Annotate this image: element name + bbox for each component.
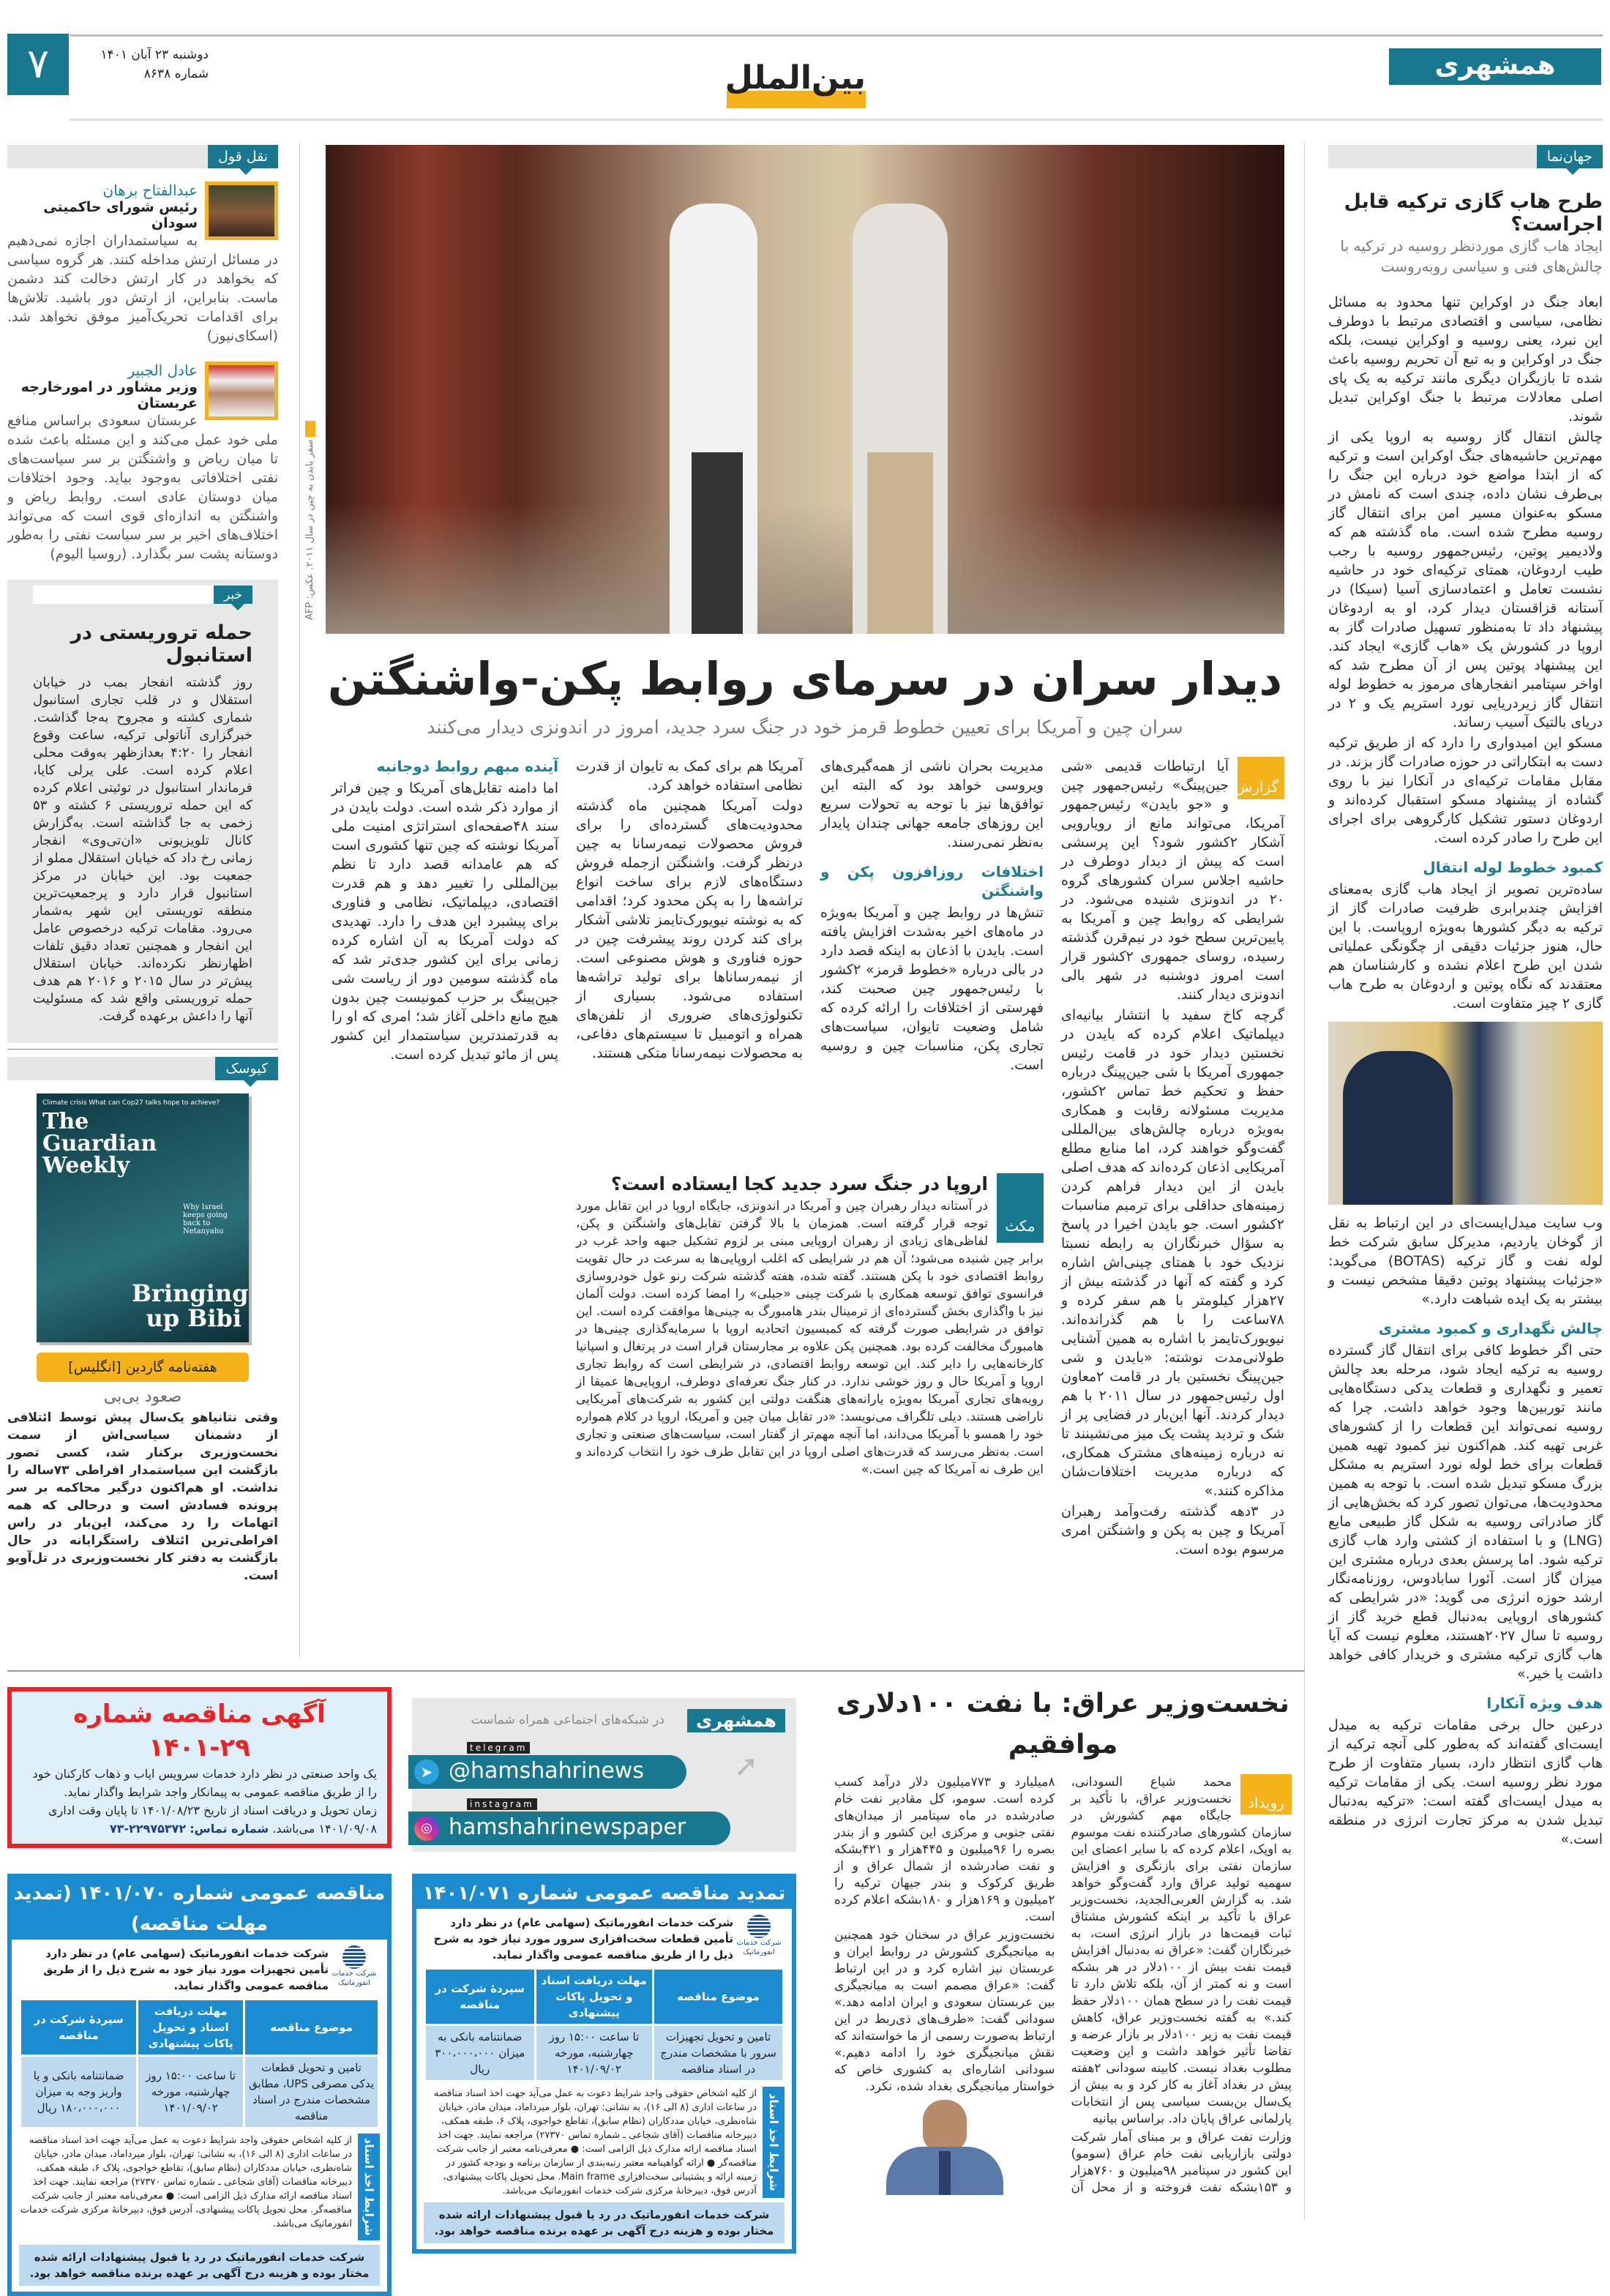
paragraph: تنش‌ها در روابط چین و آمریکا به‌ویژه در ماه‌های اخیر به‌شدت افزایش یافته است. بایدن با اذعان به اینکه قصد دارد در بالی درباره «خطوط قرمز» ۲کشور با رئیس‌جمهور چین صحبت کند، فهرستی از اختلافات را ارائه کرده که شامل وضعیت تایوان، سیاست‌های تجاری پکن، مناسبات چین و روسیه است. [820,905,1044,1073]
table-cell: تا ساعت ۱۵:۰۰ روز چهارشنبه، مورخه ۱۴۰۱/۰۹/۰۲ [138,2057,243,2127]
company-name: شرکت خدمات انفورماتیک [332,1970,377,1987]
kiosk-publication-label: هفته‌نامه گاردین [انگلیس] [37,1353,249,1382]
divider [7,1049,278,1050]
right-column [1328,145,1603,1850]
informatics-logo [329,1945,380,1988]
table-header: سپردهٔ شرکت در مناقصه [21,2000,136,2054]
telegram-link[interactable] [408,1743,686,1789]
table-cell: ضمانتنامه بانکی به میزان ۳۰۰،۰۰۰،۰۰۰ ریال [426,2026,534,2080]
section-divider [7,1670,1304,1672]
cover-masthead: The Guardian Weekly [42,1109,157,1178]
main-photo [326,145,1284,634]
table-cell: تامین و تحویل تجهیزات سرور با مشخصات مندرج در اسناد مناقصه [654,2026,782,2080]
paragraph: مدیریت بحران ناشی از همه‌گیری‌های ویروسی خواهد بود که البته این توافق‌ها نیز با توجه به تحولات سریع این روزهای جامعه جهانی چندان پایدار به‌نظر نمی‌رسند. [820,758,1044,850]
main-headline: دیدار سران در سرمای روابط پکن-واشنگتن [327,652,1283,706]
subheading: کمبود خطوط لوله انتقال [1423,859,1603,876]
quote-text: عربستان سعودی براساس منافع ملی خود عمل می‌کند و این مسئله باعث شده تا میان ریاض و واشنگتن بر سر سیاست‌های نفتی اختلافاتی به‌وجود بیاید. وجود اختلافات میان دوستان عادی است. روابط ریاض و واشنگتن به اندازه‌ای قوی است که می‌تواند اختلاف‌های اخیر بر سر سیاست نفتی را به‌طور دوستانه پشت سر بگذارد. (روسیا الیوم) [7,413,278,562]
table-header: مهلت دریافت اسناد و تحویل پاکات پیشنهادی [138,2000,243,2054]
table-header: موضوع مناقصه [654,1970,782,2024]
contact-number: ۲۲۹۷۵۳۷۲-۷۳ [109,1822,187,1836]
quote-item [7,362,278,564]
paragraph: چالش انتقال گاز روسیه به اروپا یکی از مهم‌ترین حاشیه‌های جنگ اوکراین است و ترکیه که از ابتدا مواضع خود درباره این جنگ را بی‌طرف نشان داده، چندی است که نامش در مسکو به‌عنوان مسیر امن برای انتقال گاز روسیه مطرح شده است. ماه گذشته هم که ولادیمیر پوتین، رئیس‌جمهور روسیه با رجب طیب اردوغان، همتای ترکیه‌ای خود در حاشیه نشست تعامل و اعتمادسازی آسیا (سیکا) در آستانه قزاقستان دیدار کرد، او به اردوغان پیشنهاد داد تا به‌منظور تسهیل صادرات گاز به اروپا در کشورش یک «هاب گازی» ایجاد کند. این پیشنهاد پوتین پس از آن مطرح شد که اواخر سپتامبر انفجارهای مرموز به خطوط لوله انتقال گاز زیردریایی نورد استریم یک و ۲ در دریای بالتیک آسیب رساند. [1328,429,1603,730]
right-body [1328,1214,1603,1849]
tender-intro: شرکت خدمات انفورماتیک (سهامی عام) در نظر دارد تأمین قطعات سخت‌افزاری سرور مورد نیاز خود به شرح ذیل را از طریق مناقصه عمومی واگذار نماید. [433,1916,733,1962]
news-title: حمله تروریستی در استانبول [70,621,252,667]
news-text: روز گذشته انفجار بمب در خیابان استقلال و در قلب تجاری استانبول شماری کشته و مجروح به‌جا گذاشت. خبرگزاری آناتولی ترکیه، ساعت وقوع انفجار را ۴:۲۰ بعدازظهر به‌وقت محلی اعلام کرده است. علی یرلی کایا، فرماندار استانبول در توئیتی اعلام کرده که این حمله تروریستی ۶ کشته و ۵۳ زخمی به جا گذاشته است. به‌گزارش کانال تلویزیونی «ان‌تی‌وی» انفجار زمانی رخ داد که خیابان استقلال مملو از جمعیت بود. این خیابان در مرکز استانبول قرار دارد و پرجمعیت‌ترین منطقه توریستی این شهر به‌شمار می‌رود. مقامات ترکیه درخصوص عامل این انفجار و همچنین تعداد دقیق تلفات اظهارنظر نکرده‌اند. خیابان استقلال پیش‌تر در سال ۲۰۱۵ و ۲۰۱۶ هم هدف حمله تروریستی واقع شد که مسئولیت آنها را داعش برعهده گرفت. [33,675,253,1024]
tender-ad-29[interactable] [7,1687,392,1848]
column-divider [299,143,300,1658]
tender-title: مناقصه عمومی شماره ۱۴۰۱/۰۷۰ (تمدید مهلت مناقصه) [13,1882,386,1935]
informatics-logo [733,1915,785,1957]
cover-top-line: Climate crisis What can Cop27 talks hope to achieve? [42,1099,220,1107]
table-cell: تامین و تحویل قطعات یدکی مصرفی UPS، مطابق مشخصات مندرج در اسناد مناقصه [245,2057,378,2127]
photo-caption [304,421,319,640]
tender-side-label: شرایط اخذ اسناد [358,2134,380,2240]
caption-marker [305,421,315,437]
guardian-weekly-cover [37,1093,249,1342]
right-body [1328,293,1603,1013]
paragraph: درعین حال برخی مقامات ترکیه به میدل ایست‌ای گفته‌اند که به‌طور کلی آنچه ترکیه از هاب گازی انتظار دارد، بسیار متفاوت از طرح مورد نظر روسیه است. یکی از مقامات ترکیه به میدل ایست‌ای گفته است: «ترکیه به‌دنبال تبدیل شدن به مرکز تجارت انرژی در منطقه است.» [1328,1717,1603,1847]
paragraph: مسکو این امیدواری را دارد که از طریق ترکیه دست به ابتکاراتی در حوزه صادرات گاز بزند. در مقابل مقامات ترکیه‌ای در آنکارا نیز با روی گشاده از پیشنهاد مسکو استقبال کرده‌اند و اردوغان دستور تشکیل کارگروهی برای اجرای این طرح را صادر کرده است. [1328,735,1603,846]
article-column [332,757,558,1560]
tender-ad-070[interactable] [7,1874,392,2296]
table-cell: تا ساعت ۱۵:۰۰ روز چهارشنبه، مورخه ۱۴۰۱/۰۹/۰۲ [536,2026,653,2080]
right-subtitle: ایجاد هاب گازی موردنظر روسیه در ترکیه با چالش‌های فنی و سیاسی روبه‌روست [1340,237,1603,275]
paragraph: گرچه کاخ سفید با انتشار بیانیه‌ای دیپلماتیک اعلام کرده که بایدن در نخستین دیدار خود در قامت رئیس جمهوری آمریکا با شی جین‌پینگ درباره حفظ و تحکیم خط تماس ۲کشور، مدیریت مسئولانه رقابت و همکاری به‌ویژه درباره چالش‌های بین‌المللی گفت‌وگو خواهند کرد، اما منابع مطلع آمریکایی اذعان کرده‌اند که هدف اصلی بایدن از این دیدار فراهم کردن زمینه‌های حداقلی برای ترمیم مناسبات ۲کشور است. جو بایدن اخیرا در پاسخ به سؤال خبرنگاران به رابطه نسبتا نزدیک خود با همتای چینی‌اش اشاره کرد و گفته که آنها در گذشته بیش از ۲۷هزار کیلومتر با هم سفر کرده و ۷۸ساعت را با هم گذرانده‌اند. نیویورک‌تایمز با اشاره به همین آشنایی طولانی‌مدت نوشته: «بایدن و شی جین‌پینگ نخستین بار در قامت ۲معاون اول رئیس‌جمهور در سال ۲۰۱۱ با هم دیدار کردند. آنها این‌بار در فضایی پر از شک و تردید پشت یک میز می‌نشینند تا نه درباره زمینه‌های مشترک همکاری، که درباره مدیریت اختلافات‌شان مذاکره کنند.» [1061,1007,1284,1499]
subheading: اختلافات روزافزون پکن و واشنگتن [820,863,1044,900]
iraq-headline: نخست‌وزیر عراق: با نفت ۱۰۰دلاری موافقیم [836,1689,1289,1760]
kiosk-section-header [7,1057,278,1080]
instagram-handle: hamshahrinewspaper [449,1814,686,1840]
tender-ad-dates: زمان تحویل و دریافت اسناد از تاریخ ۱۴۰۱/۰۸/۲۳ تا پایان وقت اداری ۱۴۰۱/۰۹/۰۸ می‌باشد. [48,1803,377,1836]
quote-role: رئیس شورای حاکمیتی سودان [43,199,198,231]
main-subtitle: سران چین و آمریکا برای تعیین خطوط قرمز خود در جنگ سرد جدید، امروز در اندونزی دیدار می‌کنند [427,717,1183,738]
section-title-text: بین‌الملل [724,59,866,97]
kiosk-text: وقتی نتانیاهو یک‌سال پیش توسط ائتلافی از دشمنان سیاسی‌اش از سمت نخست‌وزیری برکنار شد، کسی تصور بازگشت این سیاستمدار افراطی ۷۳ساله را نداشت. او هم‌اکنون درگیر محاکمه بر سر پرونده فسادش است و درحالی که همه اتهامات را رد می‌کند، این‌بار در راس افراطی‌ترین ائتلاف راستگرایانه در حال بازگشت به دفتر کار نخست‌وزیری در تل‌آویو است. [7,1410,278,1583]
news-box [7,580,278,1043]
table-header: سپردهٔ شرکت در مناقصه [426,1970,534,2024]
main-article [326,644,1284,1560]
quote-text: به سیاستمداران اجازه نمی‌دهیم در مسائل ارتش مداخله کنند. هر گروه سیاسی که بخواهد در کار ارتش دخالت کند دشمن ماست. بنابراین، از ارتش دور باشید. تلاش‌ها برای اقدامات تحریک‌آمیز موفق نخواهد شد. (اسکای‌نیوز) [7,233,278,344]
news-tab: خبر [214,586,252,604]
left-column [7,145,278,1585]
tender-side-label: شرایط اخذ اسناد [763,2087,785,2198]
iraq-article [834,1683,1292,2196]
table-header: مهلت دریافت اسناد و تحویل پاکات پیشنهادی [536,1970,653,2024]
paragraph: وب سایت میدل‌ایست‌ای در این ارتباط به نقل از گوخان یاردیم، مدیرکل سابق شرکت خط لوله نفت و گاز ترکیه (BOTAS) می‌گوید: «جزئیات پیشنهاد پوتین دقیقا مشخص نیست و بیشتر به یک ایده شباهت دارد.» [1328,1215,1603,1307]
kiosk-title: صعود بی‌بی [103,1388,182,1406]
tender-table [19,1998,380,2129]
header-bottom-rule [70,119,1603,121]
masthead-logo[interactable]: همشهری [1389,48,1601,85]
issue-info [77,45,209,83]
subheading: آینده مبهم روابط دوجانبه [376,758,558,775]
cover-side-text: Why Israel keeps going back to Netanyahu [183,1203,228,1235]
instagram-label: instagram [467,1798,537,1810]
contact-label: شماره تماس: [190,1822,269,1836]
europe-sidebar [576,1173,1044,1561]
tender-footer: شرکت خدمات انفورماتیک در رد یا قبول پیشنهادات ارائه شده مختار بوده و هزینه درج آگهی بر عهده برنده مناقصه خواهد بود. [424,2202,785,2243]
hamshahri-logo: همشهری [687,1709,785,1732]
table-cell: ضمانتنامه بانکی و یا واریز وجه به میزان ۱۸۰،۰۰۰،۰۰۰ ریال [21,2057,136,2127]
photo-caption-text: سفر بایدن به چین در سال ۲۰۱۱. عکس: AFP [304,440,315,621]
article-grid [326,757,1284,1560]
tender-body [416,1909,792,2249]
cover-headline: Bringing up Bibi [132,1279,249,1332]
page-number: ۷ [7,34,69,95]
quotes-tab: نقل قول [208,145,278,168]
subheading: هدف ویژه آنکارا [1486,1694,1603,1712]
tender-conditions-block [424,2087,785,2198]
quote-role: وزیر مشاور در امورخارجه عربستان [20,379,198,411]
telegram-label: telegram [467,1742,530,1754]
issue-number: شماره ۸۶۳۸ [143,67,209,81]
tender-ad-text: یک واحد صنعتی در نظر دارد خدمات سرویس ایاب و ذهاب کارکنان خود را از طریق مناقصه عمومی به پیمانکار واجد شرایط واگذار نماید. [32,1767,377,1799]
paragraph: آیا ارتباطات قدیمی «شی جین‌پینگ» رئیس‌جمهور چین و «جو بایدن» رئیس‌جمهور آمریکا، می‌تواند مانع از رویارویی آشکار ۲کشور شود؟ این پرسشی است که پیش از دیدار دوطرف در حاشیه اجلاس سران کشورهای گروه ۲۰ در اندونزی شنیده می‌شود. در شرایطی که روابط چین و آمریکا به پایین‌ترین سطح خود در نیم‌قرن گذشته رسیده، روسای جمهوری ۲کشور قرار است امروز دوشنبه در شهر بالی اندونزی دیدار کنند. [1061,758,1284,1003]
subheading: چالش نگهداری و کمبود مشتری [1378,1320,1603,1337]
right-headline: طرح هاب گازی ترکیه قابل اجراست؟ [1344,190,1603,236]
company-name: شرکت خدمات انفورماتیک [736,1939,782,1956]
column-divider [1304,143,1305,2220]
europe-title: اروپا در جنگ سرد جدید کجا ایستاده است؟ [610,1173,988,1194]
iraq-column: وزارت نفت عراق و بر مبنای آمار شرکت دولتی بازاریابی نفت خام عراق (سومو) این کشور در سپتامبر ۹۸میلیون و ۷۶۰هزار و ۱۵۳بشکه نفت فروخته و از محل آن ۸میلیارد و ۷۷۳میلیون دلار درآمد کسب کرده است. سومو، کل مقادیر نفت خام صادرشده در ماه سپتامبر از میدان‌های نفتی جنوبی و مرکزی این کشور و از بندر بصره را ۹۶میلیون و ۴۴۵هزار و ۴۲۱بشکه و نفت صادرشده از شمال عراق و از طریق کرکوک و بندر جیهان ترکیه را ۲میلیون و ۱۶۹هزار و ۱۸۰بشکه اعلام کرده است. [834,1775,1292,2195]
paragraph: در ۳دهه گذشته رفت‌وآمد رهبران آمریکا و چین به پکن و واشنگتن امری مرسوم بوده است. [1061,1503,1284,1558]
tender-ad-071[interactable] [412,1874,796,2254]
tender-title: تمدید مناقصه عمومی شماره ۱۴۰۱/۰۷۱ [422,1882,786,1904]
pause-tag: مکث [997,1173,1044,1243]
paragraph: آمریکا هم برای کمک به تایوان از قدرت نظامی استفاده خواهد کرد. [576,758,803,793]
news-section-header [33,586,252,604]
kiosk-tab: کیوسک [215,1057,278,1080]
telegram-icon: ➤ [414,1760,439,1784]
article-column [1061,757,1284,1560]
quotes-section-header [7,145,278,168]
tender-table [424,1967,785,2082]
sudani-photo [886,2100,1003,2195]
article-column [576,757,803,1159]
paragraph: ابعاد جنگ در اوکراین تنها محدود به مسائل نظامی، سیاسی و اقتصادی مرتبط با دوطرف این نبرد، یعنی روسیه و اوکراین نیست، بلکه جنگ در اوکراین و به تبع آن تحریم روسیه باعث شده تا بازیگران دیگری مانند ترکیه به یک پای اصلی معادلات مرتبط با جنگ اوکراین تبدیل شوند. [1328,294,1603,425]
instagram-icon: ◎ [414,1816,439,1841]
iraq-column: نخست‌وزیر عراق در سخنان خود همچنین به میانجیگری کشورش در روابط ایران و عربستان نیز اشاره کرد و در این ارتباط گفت: «عراق مصمم است به میانجیگری بین عربستان سعودی و ایران ادامه دهد.» سودانی گفت: «طرف‌های ذی‌ربط در این ارتباط به‌صورت رسمی از ما خواسته‌اند که نقش میانجیگری خود را ادامه دهیم.» سودانی اشاره‌ای به کشوری خاص که خواستار میانجیگری بغداد شده، نکرد. [834,1928,1055,2094]
world-tab: جهان‌نما [1537,145,1603,168]
paragraph: اما دامنه تقابل‌های آمریکا و چین فراتر از موارد ذکر شده است. دولت بایدن در سند ۴۸صفحه‌ای استراتژی امنیت ملی آمریکا نوشته که چین تنها کشوری است که هم عامدانه قصد دارد تا نظم بین‌المللی را تغییر دهد و هم قدرت اقتصادی، دیپلماتیک، نظامی و فناوری برای پیشبرد این هدف را دارد. تهدیدی که دولت آمریکا به آن اشاره کرده زمانی برای این کشور جدی‌تر شد که ماه گذشته سومین دور از ریاست شی جین‌پینگ بر حزب کمونیست چین بدون هیچ مانع داخلی آغاز شد؛ امری که او را به قدرتمندترین سیاستمدار این کشور پس از مائو تبدیل کرده است. [332,780,559,1063]
cursor-click-icon: ➚ [734,1749,759,1783]
instagram-link[interactable] [408,1799,730,1845]
europe-text: در آستانه دیدار رهبران چین و آمریکا در اندونزی، جایگاه اروپا در این تقابل مورد توجه قرار گرفته است. همزمان با بالا گرفتن تقابل‌های واشنگتن و پکن، لفاظی‌های زیادی از رهبران اروپایی مبنی بر لزوم تشکیل جبهه واحد غرب در برابر چین شنیده می‌شود؛ آن هم در شرایطی که اغلب اروپایی‌ها به سرعت در حال تقویت روابط اقتصادی خود با پکن هستند. گفته شده، هفته گذشته شرکت رنو غول خودروسازی فرانسوی توافق توسعه همکاری با شرکت چینی «جیلی» را امضا کرده است. دولت آلمان نیز با واگذاری بخش گسترده‌ای از ترمینال بندر هامبورگ به چینی‌ها موافقت کرده است. این توافق در شرایطی صورت گرفته که کمیسیون اتحادیه اروپا با سرمایه‌گذاری چینی‌ها در هامبورگ مخالفت کرده بود. همچنین پکن علاوه بر مجارستان قرار است در پرتغال و اسپانیا کارخانه‌هایی را دایر کند. این توسعه روابط اقتصادی، در شرایطی است که روابط تجاری اروپا و آمریکا حال و روز خوشی ندارد. در کنار جنگ تعرفه‌ای دوطرف، اروپایی‌ها عمیقا از رویه‌های تجاری آمریکا به‌ویژه یارانه‌های هنگفت دولتی این کشور به شرکت‌های آمریکایی ناراضی هستند. دیلی تلگراف می‌نویسد: «در تقابل میان چین و آمریکا، اروپا در کلام همواره خود را همسو با آمریکا می‌داند، اما آنچه مهم‌تر از گفتار است، سیاست‌های صنعتی و تجاری است. به‌نظر می‌رسد که قدرت‌های اصلی اروپا در این تقابل طرف خود را انتخاب کرده‌اند و این طرف نه آمریکا که چین است.» [576,1198,1044,1477]
tender-intro: شرکت خدمات انفورماتیک (سهامی عام) در نظر دارد تأمین تجهیزات مورد نیاز خود به شرح ذیل را از طریق مناقصه عمومی واگذار نماید. [43,1947,329,1992]
paragraph: حتی اگر خطوط کافی برای انتقال گاز گسترده روسیه به ترکیه ایجاد شود، مرحله بعد چالش تعمیر و نگهداری و قطعات یدکی دستگاه‌هایی مانند توربین‌ها وجود خواهد داشت. چرا که روسیه نمی‌تواند این قطعات را از کشورهای غربی تهیه کند. هم‌اکنون نیز کمبود تهیه همین قطعات برای خط لوله نورد استریم به مشکل بزرگ مسکو تبدیل شده است. با توجه به همین محدودیت‌ها، می‌توان تصور کرد که بخش‌هایی از گاز صادراتی روسیه به شکل گاز طبیعی مایع (LNG) و با استفاده از کشتی وارد هاب گازی ترکیه شود. اما پرسش بعدی درباره مشتری این میزان گاز است. آئورا سابادوس، روزنامه‌نگار ارشد حوزه انرژی می گوید: «در شرایطی که کشورهای اروپایی به‌دنبال قطع خرید گاز از روسیه تا سال ۲۰۲۷هستند، معلوم نیست که آیا هاب گازی ترکیه مشتری و خریدار کافی خواهد داشت یا خیر.» [1328,1342,1603,1682]
tender-conditions-block [19,2134,380,2240]
iraq-column: محمد شیاع السودانی، نخست‌وزیر عراق، با تأکید بر جایگاه مهم کشورش در سازمان کشورهای صادرکننده نفت موسوم به اوپک، اعلام کرده که با سایر اعضای این سازمان نفتی برای بازنگری و افزایش سهمیه تولید عراق وارد گفت‌وگو خواهد شد. به گزارش العربی‌الجدید، نخست‌وزیر عراق با تأکید بر اینکه کشورش مشتاق ثبات قیمت‌ها در بازار انرژی است، به خبرنگاران گفت: «عراق نه به‌دنبال افزایش قیمت نفت بیش از ۱۰۰دلار در هر بشکه است و نه کمتر از آن، بلکه تلاش دارد تا قیمت نفت را در سطح همان ۱۰۰دلار حفظ کند.» به گفته نخست‌وزیر عراق، کاهش قیمت نفت به زیر ۱۰۰دلار بر بازار عرضه و تقاضا تأثیر خواهد داشت و این وضعیت مطلوب بغداد نیست. کابینه سودانی ۲هفته پیش در بغداد آغاز به کار کرد و به بیش از یک‌سال بن‌بست سیاسی پس از انتخابات پارلمانی عراق پایان داد. براساس بیانیه [1071,1775,1292,2126]
social-tagline: در شبکه‌های اجتماعی همراه شماست [471,1713,664,1727]
header-top-rule [70,34,1603,37]
article-column [820,757,1044,1159]
quote-name: عبدالفتاح برهان [102,182,198,199]
erdogan-photo [1328,1022,1603,1205]
paragraph: ساده‌ترین تصویر از ایجاد هاب گازی به‌معنای افزایش چندبرابری ظرفیت صادرات گاز از ترکیه به دیگر کشورها به‌ویژه اروپاست. با این حال، هنوز جزئیات دقیقی از چگونگی عملیاتی شدن این طرح اعلام نشده و کارشناسان هم معتقدند که نگاه پوتین و اردوغان به طرح هاب گازی ۲ چیز متفاوت است. [1328,881,1603,1011]
table-header: موضوع مناقصه [245,2000,378,2054]
quote-name: عادل الجبیر [127,362,198,379]
quote-item [7,182,278,345]
tender-body [12,1940,387,2292]
tender-footer: شرکت خدمات انفورماتیک در رد یا قبول پیشنهادات ارائه شده مختار بوده و هزینه درج آگهی بر عهده برنده مناقصه خواهد بود. [19,2245,380,2286]
iraq-columns [834,1774,1292,2196]
section-title [724,53,866,108]
social-media-ad [412,1698,796,1852]
paragraph: دولت آمریکا همچنین ماه گذشته محدودیت‌های گسترده‌ای را برای فروش محصولات نیمه‌رسانا به چین درنظر گرفت. واشنگتن ازجمله فروش دستگاه‌های لازم برای ساخت انواع تراشه‌ها را به پکن محدود کرد؛ اقدامی که به نوشته نیویورک‌تایمز تلاشی آشکار برای کند کردن روند پیشرفت چین در حوزه فناوری و هوش مصنوعی است. از نیمه‌رساناها برای تولید تراشه‌ها استفاده می‌شود. بسیاری از تکنولوژی‌های ضروری از تلفن‌های همراه و اتومبیل تا سیستم‌های دفاعی، به محصولات نیمه‌رسانا متکی هستند. [576,798,803,1061]
issue-date: دوشنبه ۲۳ آبان ۱۴۰۱ [100,48,209,62]
event-tag: رویداد [1240,1774,1292,1814]
report-tag: گزارش [1238,757,1284,799]
tender-ad-title: آگهی مناقصه شماره ۲۹-۱۴۰۱ [73,1699,326,1762]
telegram-handle: @hamshahrinews [449,1758,644,1784]
burhan-photo [205,182,278,240]
tender-conditions: از کلیه اشخاص حقوقی واجد شرایط دعوت به عمل می‌آید جهت اخذ اسناد مناقصه در ساعات اداری (۸ الی ۱۶)، به نشانی: تهران، بلوار میرداماد، میدان مادر، خیابان شاه‌نظری، خیابان مددکاران (نظام سابق)، تقاطع خواجوی، پلاک ۶، طبقه همکف، دبیرخانه مناقصات (آقای شجاعی ـ شماره تماس ۲۷۳۷۰) مراجعه نمایند. جهت اخذ اسناد مناقصه ارائه مدارک ذیل الزامی است: ● معرفی‌نامه معتبر از جانب شرکت مناقصه‌گر ● ارائه گواهینامه معتبر رتبه‌بندی از سازمان برنامه و بودجه کشور در زمینه ارائه و پشتیبانی سخت‌افزاری Main frame. محل تحویل پاکات پیشنهادی، آدرس فوق، دبیرخانهٔ مرکزی شرکت خدمات انفورماتیک می‌باشد. [433,2088,757,2196]
jubeir-photo [205,362,278,420]
tender-conditions: از کلیه اشخاص حقوقی واجد شرایط دعوت به عمل می‌آید جهت اخذ اسناد مناقصه در ساعات اداری (۸ الی ۱۶)، به نشانی: تهران، بلوار میرداماد، میدان مادر، خیابان شاه‌نظری، خیابان مددکاران (نظام سابق)، تقاطع خواجوی، پلاک ۶، طبقه همکف، دبیرخانه مناقصات (آقای شجاعی ـ شماره تماس ۲۷۳۷۰) مراجعه نمایند. جهت اخذ اسناد مناقصه ارائه مدارک ذیل الزامی است: ● معرفی‌نامه معتبر از جانب شرکت مناقصه‌گر. محل تحویل پاکات پیشنهادی، آدرس فوق، دبیرخانهٔ مرکزی شرکت خدمات انفورماتیک می‌باشد. [20,2135,352,2229]
world-section-header [1328,145,1603,168]
